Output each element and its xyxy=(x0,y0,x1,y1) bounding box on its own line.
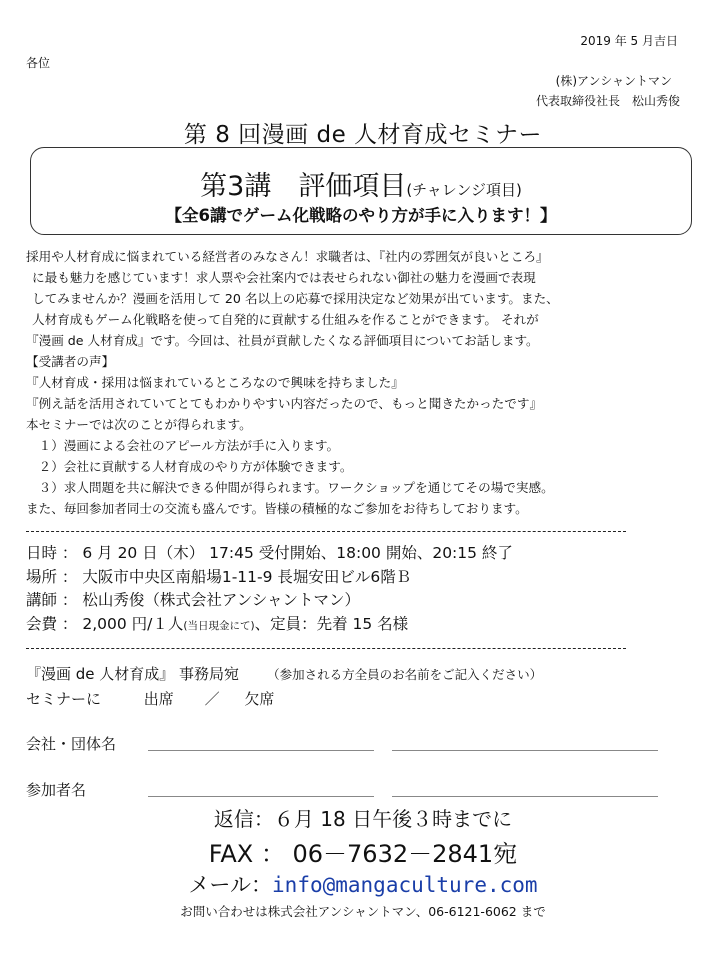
email-line xyxy=(0,869,726,899)
seminar-label: セミナーに xyxy=(26,690,102,708)
body-line: 『例え話を活用されていてとてもわかりやすい内容だったので、もっと聞きたかったです』 xyxy=(26,396,543,411)
body-line: してみませんか？漫画を活用して 20 名以上の応募で採用決定など効果が出ています。また、 xyxy=(32,291,559,306)
lecture-sub: (チャレンジ項目) xyxy=(406,181,522,199)
participant-name-field[interactable] xyxy=(148,796,374,797)
event-lecturer: 講師 ： 松山秀俊（株式会社アンシャントマン） xyxy=(26,591,361,609)
body-line: ２）会社に貢献する人材育成のやり方が体験できます。 xyxy=(26,459,353,474)
divider xyxy=(26,531,626,532)
lecture-title xyxy=(31,164,691,203)
body-line: に最も魅力を感じています！求人票や会社案内では表せられない御社の魅力を漫画で表現 xyxy=(32,270,536,285)
reply-deadline: 返信：６月 18 日午後３時までに xyxy=(213,807,513,831)
event-fee xyxy=(26,613,513,637)
attend-option[interactable]: 出席 xyxy=(143,690,174,708)
company-name-field[interactable] xyxy=(148,750,374,751)
email-label: メール： xyxy=(188,873,273,897)
office-note: （参加される方全員のお名前をご記入ください） xyxy=(267,667,543,682)
body-line: また、毎回参加者同士の交流も盛んです。皆様の積極的なご参加をお待ちしております。 xyxy=(26,501,528,516)
lecture-main: 第3講 評価項目 xyxy=(200,171,407,202)
addressee: 各位 xyxy=(26,56,51,70)
office-name: 『漫画 de 人材育成』 事務局宛 xyxy=(26,665,240,683)
body-line: 【受講者の声】 xyxy=(26,354,115,369)
event-venue: 場所 ： 大阪市中央区南船場1-11-9 長堀安田ビル6階Ｂ xyxy=(26,567,412,586)
body-line: 本セミナーでは次のことが得られます。 xyxy=(26,417,252,432)
body-line: 人材育成もゲーム化戦略を使って自発的に貢献する仕組みを作ることができます。 それが xyxy=(32,312,539,327)
participant-field-label: 参加者名 xyxy=(26,781,87,799)
seminar-title: 第 8 回漫画 de 人材育成セミナー xyxy=(183,122,543,148)
body-line: １）漫画による会社のアピール方法が手に入ります。 xyxy=(26,438,340,453)
event-details xyxy=(26,542,513,636)
body-line: 採用や人材育成に悩まれている経営者のみなさん！求職者は、『社内の雰囲気が良いところ』 xyxy=(26,249,549,264)
fax-number: FAX ： 06－7632－2841宛 xyxy=(208,840,518,868)
lecture-box xyxy=(30,147,692,235)
company-name-field-2[interactable] xyxy=(392,750,658,751)
intro-body xyxy=(26,246,698,519)
company-field-label: 会社・団体名 xyxy=(26,735,117,753)
fee-note: (当日現金にて) xyxy=(183,619,255,632)
absent-option[interactable]: 欠席 xyxy=(244,690,275,708)
lecture-subheading: 【全6講でゲーム化戦略のやり方が手に入ります！】 xyxy=(165,206,557,225)
representative: 代表取締役社長 松山秀俊 xyxy=(535,94,680,108)
participant-name-field-2[interactable] xyxy=(392,796,658,797)
divider xyxy=(26,648,626,649)
email-link[interactable]: info@mangaculture.com xyxy=(272,873,538,897)
body-line: 『人材育成・採用は悩まれているところなので興味を持ちました』 xyxy=(26,375,404,390)
slash-separator: ／ xyxy=(204,690,220,708)
company-name: (株)アンシャントマン xyxy=(555,74,672,88)
document-date: 2019 年 5 月吉日 xyxy=(580,34,678,48)
body-line: 『漫画 de 人材育成』です。今回は、社員が貢献したくなる評価項目についてお話します。 xyxy=(26,333,539,348)
event-datetime: 日時 ： 6 月 20 日（木） 17:45 受付開始、18:00 開始、20:15 終了 xyxy=(26,544,513,562)
contact-info: お問い合わせは株式会社アンシャントマン、06-6121-6062 まで xyxy=(180,904,546,919)
fee-main: 会費 ： 2,000 円/１人 xyxy=(26,614,184,633)
office-address-line xyxy=(26,663,542,684)
body-line: ３）求人問題を共に解決できる仲間が得られます。ワークショップを通じてその場で実感。 xyxy=(26,480,554,495)
attendance-row xyxy=(26,688,274,709)
fee-capacity: 、定員：先着 15 名様 xyxy=(254,614,409,633)
